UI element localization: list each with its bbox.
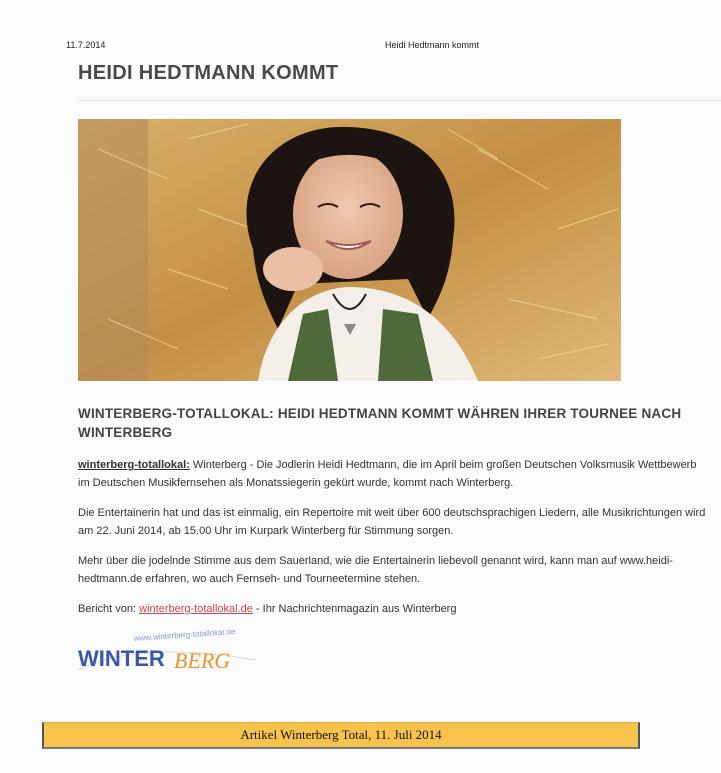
article-headline: HEIDI HEDTMANN KOMMT (78, 62, 339, 84)
report-suffix: - Ihr Nachrichtenmagazin aus Winterberg (252, 603, 457, 615)
report-credit (78, 600, 708, 618)
print-date: 11.7.2014 (66, 40, 106, 50)
print-title: Heidi Hedtmann kommt (385, 40, 480, 50)
print-header (0, 40, 721, 54)
source-link[interactable]: winterberg-totallokal: (78, 459, 190, 471)
paragraph-more-info: Mehr über die jodelnde Stimme aus dem Sauerland, wie die Entertainerin liebevoll genannt wird, kann man auf www.heidi-hedtmann.de erfahren, wo auch Fernseh- und Tourneetermine stehen. (78, 555, 673, 585)
winterberg-logo-graphic (76, 630, 266, 676)
report-link[interactable]: winterberg-totallokal.de (139, 603, 253, 615)
winterberg-logo (76, 630, 266, 676)
report-prefix: Bericht von: (78, 603, 140, 615)
logo-url-text: www.winterberg-totallokal.de (133, 630, 236, 643)
paragraph-intro-text: Winterberg - Die Jodlerin Heidi Hedtmann, die im April beim großen Deutschen Volksmusik Wettbewerb im Deutschen Musikfernsehen als Monatssiegerin gekürt wurde, kommt nach Winterberg. (78, 459, 697, 489)
article-caption: Artikel Winterberg Total, 11. Juli 2014 (42, 722, 640, 749)
paragraph-repertoire: Die Entertainerin hat und das ist einmalig, ein Repertoire mit weit über 600 deutschsprachigen Liedern, alle Musikrichtungen wird am 22. Juni 2014, ab 15.00 Uhr im Kurpark Winterberg für Stimmung sorgen. (78, 507, 706, 537)
paragraph-intro (78, 456, 708, 492)
portrait-image (78, 119, 621, 381)
article-photo (78, 119, 621, 381)
article-subheadline: WINTERBERG-TOTALLOKAL: HEIDI HEDTMANN KOMMT WÄHREN IHRER TOURNEE NACH WINTERBERG (78, 406, 682, 440)
header-divider (78, 100, 721, 101)
logo-word-winter: WINTER (78, 646, 165, 671)
logo-word-berg: BERG (174, 648, 231, 673)
